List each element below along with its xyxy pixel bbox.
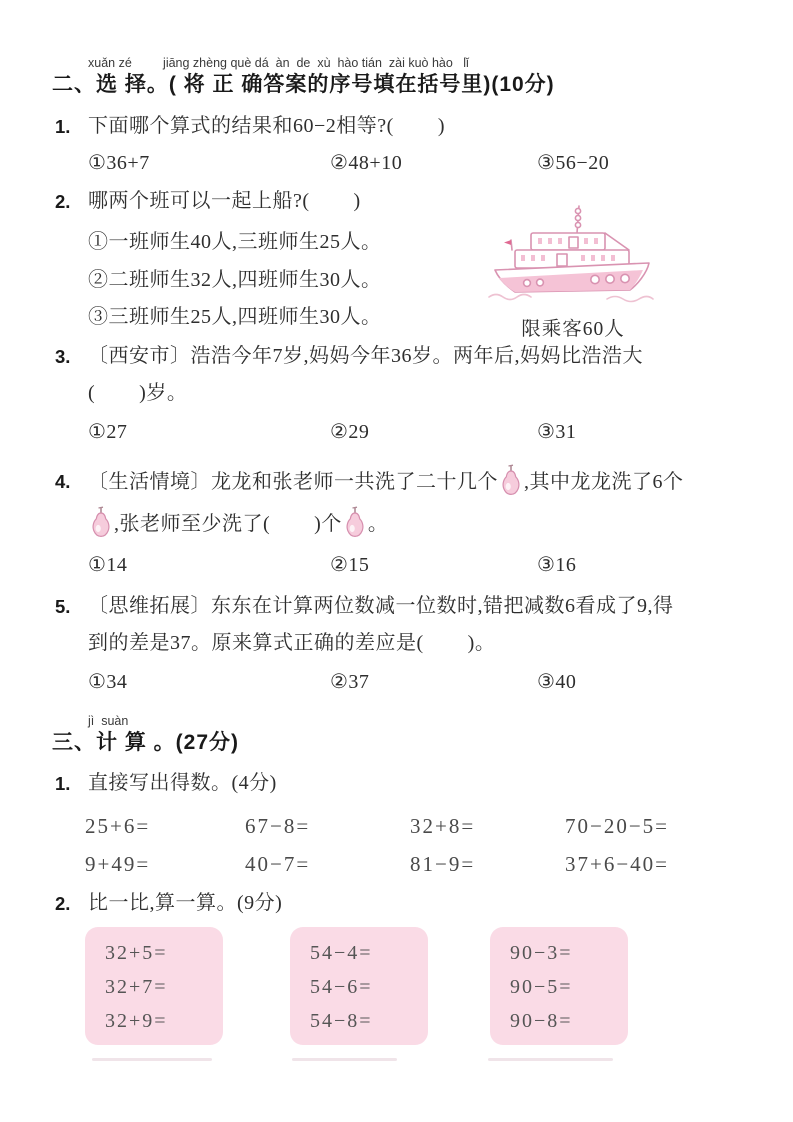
question-5 [55, 594, 793, 619]
question-4-line2 [88, 507, 793, 541]
calc-question-1-number: 1. [55, 772, 71, 794]
option-1: ①34 [88, 670, 128, 693]
question-3-number: 3. [55, 345, 71, 367]
calc-question-2 [55, 891, 793, 916]
equation: 54−4= [310, 941, 373, 964]
question-4 [55, 465, 793, 499]
option-2: ②37 [330, 670, 370, 693]
section-calc-title: 三、计 算 。(27分) [52, 730, 240, 754]
question-2 [55, 189, 793, 214]
ship-capacity-label: 限乘客60人 [521, 319, 625, 340]
section-choice-title: 二、选 择。( 将 正 确答案的序号填在括号里)(10分) [52, 73, 555, 96]
equation-box-2 [290, 927, 428, 1045]
equation: 81−9= [410, 851, 476, 876]
equation: 67−8= [245, 813, 311, 838]
page-bleed-artifact [92, 1058, 212, 1061]
question-4-number: 4. [55, 470, 71, 492]
equation: 90−3= [510, 941, 573, 964]
calc-row-2 [85, 851, 793, 877]
ship-icon [485, 200, 661, 308]
question-2-number: 2. [55, 191, 71, 212]
question-3-text-line1: 〔西安市〕浩浩今年7岁,妈妈今年36岁。两年后,妈妈比浩浩大 [88, 344, 643, 367]
equation: 54−6= [310, 975, 373, 998]
option-2: ②48+10 [330, 152, 403, 174]
option-3: ③16 [537, 553, 577, 576]
calc-question-2-text: 比一比,算一算。(9分) [88, 891, 283, 914]
equation-box-1 [85, 927, 223, 1045]
question-2-options [88, 224, 793, 337]
option-3: ③56−20 [537, 152, 610, 174]
equation: 25+6= [85, 813, 151, 838]
equation: 54−8= [310, 1009, 373, 1032]
question-5-number: 5. [55, 595, 71, 617]
equation-box-3 [490, 927, 628, 1045]
question-3-text-line2: ( )岁。 [88, 381, 188, 404]
equation: 90−8= [510, 1009, 573, 1032]
calc-question-1 [55, 771, 793, 796]
option-1: ①一班师生40人,三班师生25人。 [88, 231, 382, 253]
question-2-text: 哪两个班可以一起上船?( ) [88, 190, 361, 212]
question-1-number: 1. [55, 116, 71, 137]
pear-icon [499, 463, 523, 496]
question-4-text-line2b: 。 [367, 512, 389, 535]
equation: 32+9= [105, 1009, 168, 1032]
equation: 9+49= [85, 851, 151, 876]
option-3: ③40 [537, 670, 577, 693]
option-1: ①14 [88, 553, 128, 576]
pear-icon [343, 505, 367, 538]
page-bleed-artifact [292, 1058, 397, 1061]
option-1: ①36+7 [88, 152, 150, 174]
page-bleed-artifact [488, 1058, 613, 1061]
question-4-text-line2a: ,张老师至少洗了( )个 [114, 512, 342, 535]
question-1 [55, 114, 793, 139]
question-5-text-line2: 到的差是37。原来算式正确的差应是( )。 [88, 631, 496, 654]
calc-row-1 [85, 813, 793, 839]
calc-question-2-number: 2. [55, 892, 71, 914]
equation: 40−7= [245, 851, 311, 876]
section-choice-pinyin: xuǎn zé jiāng zhèng què dá àn de xù hào tián zài kuò hào lǐ [88, 56, 469, 70]
option-3: ③31 [537, 420, 577, 443]
equation: 32+5= [105, 941, 168, 964]
question-3-options [88, 420, 793, 445]
question-5-options [88, 670, 793, 695]
pear-icon [89, 505, 113, 538]
option-2: ②29 [330, 420, 370, 443]
ship-illustration [485, 200, 661, 341]
equation: 70−20−5= [565, 813, 670, 838]
question-3 [55, 344, 793, 369]
compare-boxes [85, 927, 793, 1045]
question-4-text-line1a: 〔生活情境〕龙龙和张老师一共洗了二十几个 [88, 470, 498, 493]
option-3: ③三班师生25人,四班师生30人。 [88, 306, 382, 328]
question-1-options [88, 151, 793, 176]
section-calc-pinyin: jì suàn [88, 713, 129, 728]
equation: 90−5= [510, 975, 573, 998]
option-1: ①27 [88, 420, 128, 443]
question-1-text: 下面哪个算式的结果和60−2相等?( ) [88, 115, 445, 137]
equation: 32+8= [410, 813, 476, 838]
question-4-options [88, 553, 793, 578]
question-5-text-line1: 〔思维拓展〕东东在计算两位数减一位数时,错把减数6看成了9,得 [88, 594, 674, 617]
option-2: ②二班师生32人,四班师生30人。 [88, 268, 382, 291]
option-2: ②15 [330, 553, 370, 576]
equation: 37+6−40= [565, 851, 670, 876]
equation: 32+7= [105, 975, 168, 998]
question-4-text-line1b: ,其中龙龙洗了6个 [524, 470, 684, 493]
calc-question-1-text: 直接写出得数。(4分) [88, 771, 277, 794]
